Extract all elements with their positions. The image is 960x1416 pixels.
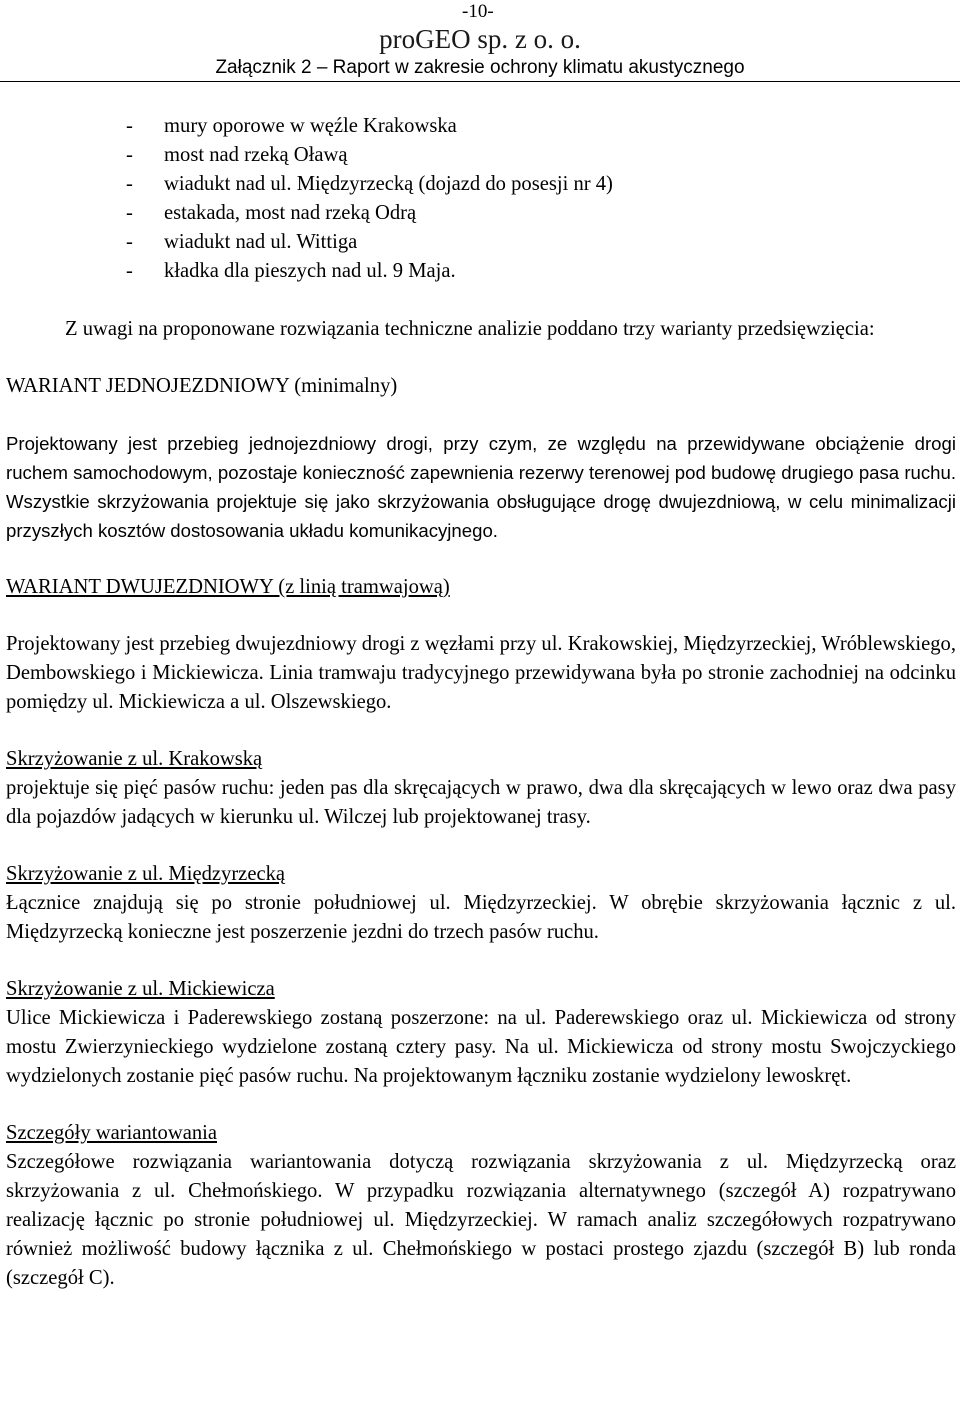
list-item: - estakada, most nad rzeką Odrą (124, 199, 956, 228)
section-text-wariantowanie: Szczegółowe rozwiązania wariantowania dotyczą rozwiązania skrzyżowania z ul. Międzyrzecką oraz skrzyżowania z ul. Chełmońskiego. W przypadku rozwiązania alternatywnego (szczegół A) rozpatrywano realizację łącznic po stronie południowej ul. Międzyrzeckiej. W ramach analiz szczegółowych rozpatrywano również możliwość budowy łącznika z ul. Chełmońskiego w postaci prostego zjazdu (szczegół B) lub ronda (szczegół C). (6, 1151, 956, 1289)
section-text-miedzyrzecka: Łącznice znajdują się po stronie południowej ul. Międzyrzeckiej. W obrębie skrzyżowania łącznic z ul. Międzyrzecką konieczne jest poszerzenie jezdni do trzech pasów ruchu. (6, 892, 956, 943)
company-name: proGEO sp. z o. o. (379, 24, 581, 54)
section-heading-miedzyrzecka: Skrzyżowanie z ul. Międzyrzecką (6, 863, 286, 885)
section-heading-wariantowanie: Szczegóły wariantowania (6, 1122, 217, 1144)
document-body (6, 112, 956, 1293)
list-item: - kładka dla pieszych nad ul. 9 Maja. (124, 257, 956, 286)
intro-paragraph: Z uwagi na proponowane rozwiązania techniczne analizie poddano trzy warianty przedsięwzięcia: (65, 318, 875, 340)
section-text-mickiewicza: Ulice Mickiewicza i Paderewskiego zostaną poszerzone: na ul. Paderewskiego oraz ul. Mickiewicza od strony mostu Zwierzynieckiego wydzielone zostaną cztery pasy. Na ul. Mickiewicza od strony mostu Swojczyckiego wydzielonych zostanie pięć pasów ruchu. Na projektowanym łączniku zostanie wydzielony lewoskręt. (6, 1007, 956, 1087)
section-heading-mickiewicza: Skrzyżowanie z ul. Mickiewicza (6, 978, 275, 1000)
variant-1-text: Projektowany jest przebieg jednojezdniowy drogi, przy czym, ze względu na przewidywane obciążenie drogi ruchem samochodowym, pozostaje konieczność zapewnienia rezerwy terenowej pod budowę drugiego pasa ruchu. Wszystkie skrzyżowania projektuje się jako skrzyżowania obsługujące drogę dwujezdniową, w celu minimalizacji przyszłych kosztów dostosowania układu komunikacyjnego. (6, 433, 956, 541)
section-heading-krakowska: Skrzyżowanie z ul. Krakowską (6, 748, 263, 770)
variant-2-text: Projektowany jest przebieg dwujezdniowy drogi z węzłami przy ul. Krakowskiej, Międzyrzeckiej, Wróblewskiego, Dembowskiego i Mickiewicza. Linia tramwaju tradycyjnego przewidywana była po stronie zachodniej na odcinku pomiędzy ul. Mickiewicza a ul. Olszewskiego. (6, 633, 956, 713)
report-subtitle-text: Załącznik 2 – Raport w zakresie ochrony klimatu akustycznego (215, 57, 745, 78)
report-subtitle (0, 58, 960, 82)
objects-list (124, 112, 956, 286)
list-item: - most nad rzeką Oławą (124, 141, 956, 170)
page-number: -10- (462, 1, 494, 22)
list-item: - mury oporowe w węźle Krakowska (124, 112, 956, 141)
section-text-krakowska: projektuje się pięć pasów ruchu: jeden pas dla skręcających w prawo, dwa dla skręcających w lewo oraz dwa pasy dla pojazdów jadących w kierunku ul. Wilczej lub projektowanej trasy. (6, 777, 956, 828)
list-item: - wiadukt nad ul. Międzyrzecką (dojazd do posesji nr 4) (124, 170, 956, 199)
list-item: - wiadukt nad ul. Wittiga (124, 228, 956, 257)
variant-2-heading: WARIANT DWUJEZDNIOWY (z linią tramwajową) (6, 576, 450, 598)
variant-1-heading: WARIANT JEDNOJEZDNIOWY (minimalny) (6, 375, 398, 397)
